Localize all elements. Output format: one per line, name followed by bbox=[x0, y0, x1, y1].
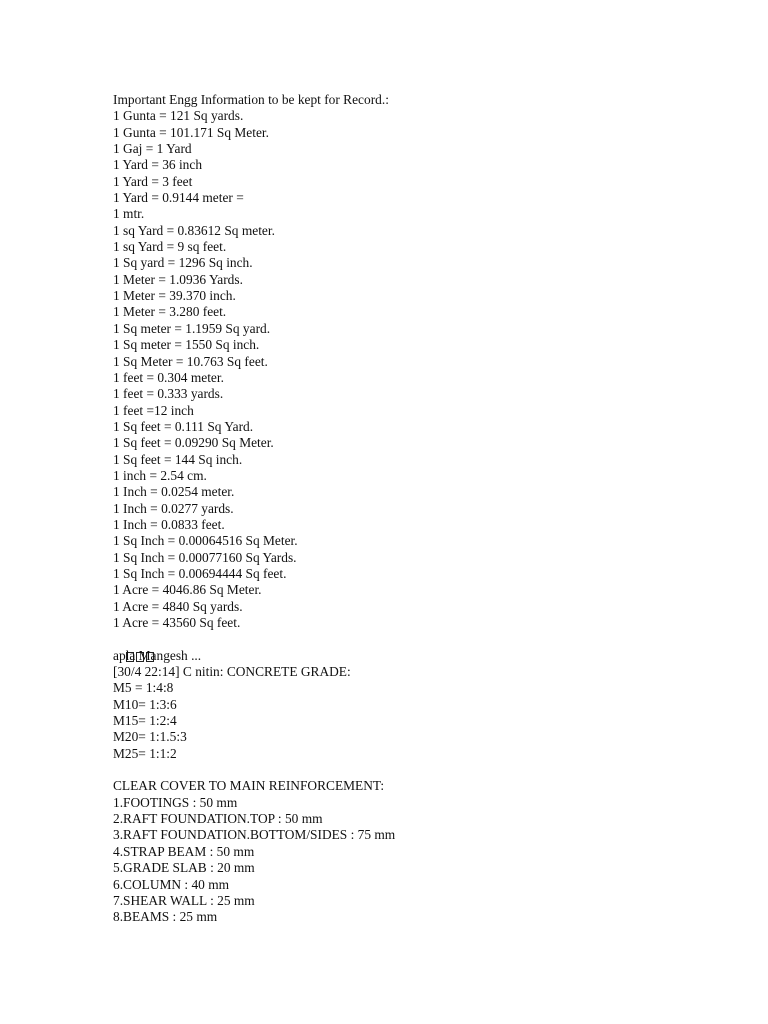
conversion-line: 1 Sq meter = 1550 Sq inch. bbox=[113, 337, 260, 353]
signature-line: apla Mangesh ... bbox=[113, 647, 202, 663]
conversion-line: 1 Gunta = 121 Sq yards. bbox=[113, 108, 244, 124]
conversion-line: 1 Sq feet = 144 Sq inch. bbox=[113, 451, 243, 467]
missing-glyph-boxes bbox=[113, 631, 673, 647]
cover-item: 8.BEAMS : 25 mm bbox=[113, 909, 218, 925]
conversion-line: 1 sq Yard = 0.83612 Sq meter. bbox=[113, 222, 275, 238]
conversion-line: 1 Sq Inch = 0.00077160 Sq Yards. bbox=[113, 549, 297, 565]
conversion-line: 1 Sq meter = 1.1959 Sq yard. bbox=[113, 320, 271, 336]
cover-item: 2.RAFT FOUNDATION.TOP : 50 mm bbox=[113, 811, 323, 827]
cover-item: 4.STRAP BEAM : 50 mm bbox=[113, 843, 255, 859]
cover-item: 5.GRADE SLAB : 20 mm bbox=[113, 860, 255, 876]
conversion-line: 1 Sq feet = 0.09290 Sq Meter. bbox=[113, 435, 274, 451]
conversion-line: 1 Sq Inch = 0.00694444 Sq feet. bbox=[113, 565, 287, 581]
conversion-line: 1 feet =12 inch bbox=[113, 402, 194, 418]
cover-item: 1.FOOTINGS : 50 mm bbox=[113, 794, 238, 810]
conversion-line: 1 Meter = 3.280 feet. bbox=[113, 304, 227, 320]
conversion-line: 1 Gaj = 1 Yard bbox=[113, 141, 192, 157]
conversion-line: 1 Inch = 0.0254 meter. bbox=[113, 484, 235, 500]
conversion-line: 1 Acre = 43560 Sq feet. bbox=[113, 615, 241, 630]
concrete-grade-line: M10= 1:3:6 bbox=[113, 696, 177, 712]
conversion-line: 1 Meter = 39.370 inch. bbox=[113, 288, 236, 304]
conversion-line: 1 Sq yard = 1296 Sq inch. bbox=[113, 255, 253, 271]
cover-item: 6.COLUMN : 40 mm bbox=[113, 876, 230, 892]
conversion-line: 1 Sq Meter = 10.763 Sq feet. bbox=[113, 353, 268, 369]
conversion-line: 1 feet = 0.333 yards. bbox=[113, 386, 224, 402]
concrete-grade-line: M15= 1:2:4 bbox=[113, 713, 177, 729]
conversion-line: 1 Yard = 3 feet bbox=[113, 173, 193, 189]
conversion-line: 1 Acre = 4840 Sq yards. bbox=[113, 598, 243, 614]
conversion-line: 1 sq Yard = 9 sq feet. bbox=[113, 239, 227, 255]
concrete-grade-line: M25= 1:1:2 bbox=[113, 745, 177, 761]
concrete-grade-list bbox=[113, 680, 673, 762]
cover-item: 3.RAFT FOUNDATION.BOTTOM/SIDES : 75 mm bbox=[113, 827, 396, 843]
conversion-line: 1 Yard = 0.9144 meter = bbox=[113, 190, 244, 206]
conversion-line: 1 mtr. bbox=[113, 206, 145, 222]
conversion-line: 1 Yard = 36 inch bbox=[113, 157, 203, 173]
conversion-line: 1 Sq feet = 0.111 Sq Yard. bbox=[113, 418, 254, 434]
conversion-line: 1 inch = 2.54 cm. bbox=[113, 467, 207, 483]
conversion-line: 1 Sq Inch = 0.00064516 Sq Meter. bbox=[113, 533, 298, 549]
document-body bbox=[113, 92, 673, 926]
cover-item: 7.SHEAR WALL : 25 mm bbox=[113, 892, 255, 908]
cover-list bbox=[113, 795, 673, 926]
concrete-grade-line: M5 = 1:4:8 bbox=[113, 680, 174, 696]
message-header: [30/4 22:14] C nitin: CONCRETE GRADE: bbox=[113, 664, 351, 680]
conversion-line: 1 Acre = 4046.86 Sq Meter. bbox=[113, 582, 262, 598]
conversion-line: 1 Inch = 0.0833 feet. bbox=[113, 516, 225, 532]
cover-heading: CLEAR COVER TO MAIN REINFORCEMENT: bbox=[113, 778, 385, 794]
conversion-line: 1 feet = 0.304 meter. bbox=[113, 369, 224, 385]
document-title: Important Engg Information to be kept for Record.: bbox=[113, 92, 389, 107]
spacer bbox=[113, 762, 673, 778]
concrete-grade-line: M20= 1:1.5:3 bbox=[113, 729, 187, 745]
conversion-line: 1 Inch = 0.0277 yards. bbox=[113, 500, 234, 516]
conversion-list bbox=[113, 108, 673, 631]
conversion-line: 1 Meter = 1.0936 Yards. bbox=[113, 271, 243, 287]
conversion-line: 1 Gunta = 101.171 Sq Meter. bbox=[113, 124, 269, 140]
